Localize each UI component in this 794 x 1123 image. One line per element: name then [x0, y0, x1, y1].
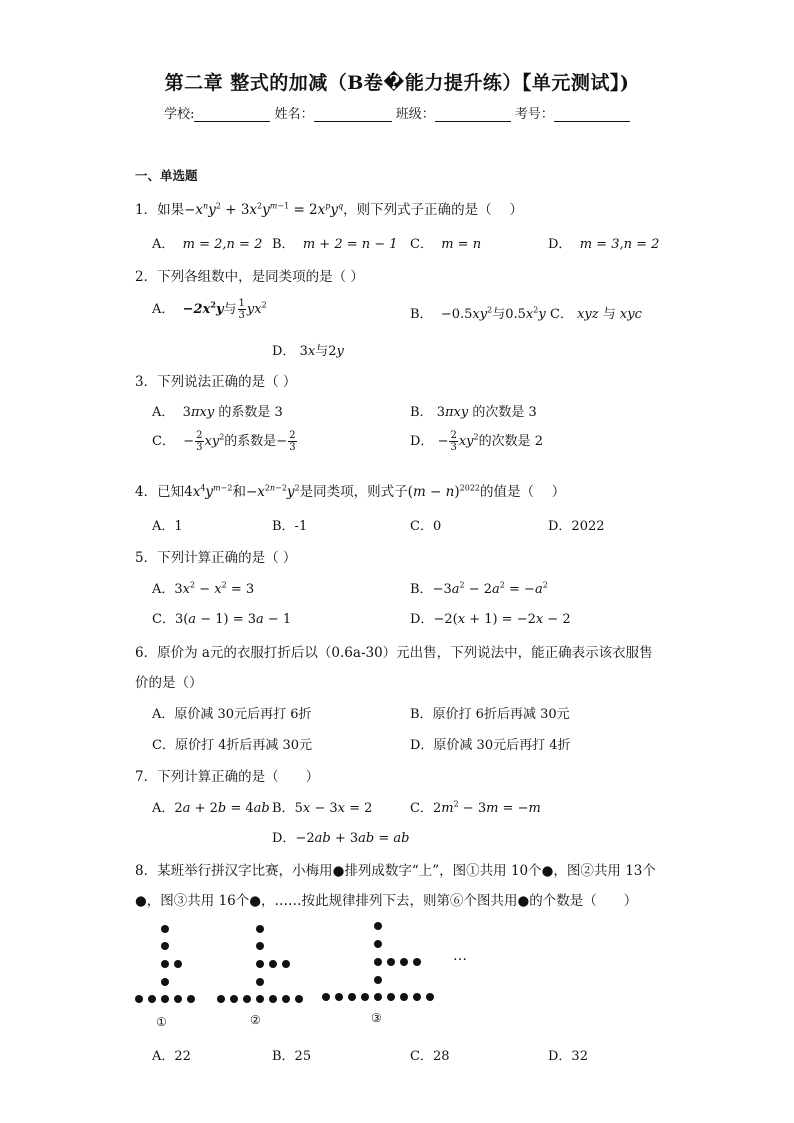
fig2-dot: [269, 960, 277, 968]
fig2-label: ②: [250, 1013, 261, 1027]
q4-stem-d: 的值是（ ）: [480, 484, 566, 500]
fig3-dot: [400, 958, 408, 966]
class-label: 班级：: [395, 107, 435, 122]
q2-and-a: 与: [223, 302, 237, 317]
number-blank[interactable]: [554, 107, 630, 122]
fig3-dot: [374, 993, 382, 1001]
q8-option-d[interactable]: D．32: [548, 1049, 588, 1064]
question-4-stem: 4．已知$4x^4y^{m-2}$和$-x^{2n-2}y^2$是同类项，则式子$(m - n)^{2022}$的值是（ ）: [135, 483, 566, 500]
q3-option-c-label: C．: [152, 434, 175, 449]
page-title: 第二章 整式的加减（B卷�能力提升练）【单元测试】): [164, 72, 630, 94]
fig2-dot: [256, 942, 264, 950]
question-3-stem: 3．下列说法正确的是（ ）: [135, 374, 297, 390]
q4-option-a[interactable]: A．1: [152, 519, 183, 534]
q1-option-a-label: A．: [152, 237, 175, 252]
q3-option-d-text: 的次数是 2: [478, 434, 544, 449]
q4-option-d[interactable]: D．2022: [548, 519, 605, 534]
q5-option-b-label: B．: [410, 582, 433, 597]
q7-option-c[interactable]: C．$2m^2 - 3m = -m$: [410, 799, 541, 816]
q3-option-c[interactable]: C． − $\frac{2}{3}$ $xy^2$的系数是− $\frac{2}{3}$: [152, 430, 296, 453]
fig1-dot: [148, 995, 156, 1003]
fig1-dot: [161, 925, 169, 933]
q1-stem-a: 1．如果: [135, 202, 185, 218]
q1-equation: $-x^ny^2 + 3x^2y^{m-1} = 2x^py^q$: [184, 201, 344, 218]
q3-option-a[interactable]: A． 3πxy 的系数是 3: [152, 405, 283, 420]
q1-option-d-label: D．: [548, 237, 572, 252]
q2-and-d: 与: [315, 344, 329, 359]
q1-option-c[interactable]: [410, 233, 481, 252]
fig3-dot: [374, 976, 382, 984]
fig3-dot: [361, 993, 369, 1001]
q8-option-b[interactable]: B．25: [272, 1049, 312, 1064]
q6-option-b[interactable]: B．原价打 6折后再减 30元: [410, 707, 570, 722]
q3-option-a-text: 的系数是 3: [218, 405, 283, 420]
fig2-dot: [256, 960, 264, 968]
q1-option-a-text: m = 2,n = 2: [182, 237, 263, 252]
fig1-dot: [161, 960, 169, 968]
name-blank[interactable]: [314, 107, 392, 122]
fig2-dot: [256, 925, 264, 933]
q6-option-a[interactable]: A．原价减 30元后再打 6折: [152, 707, 312, 722]
q2-option-a-label: A．: [152, 302, 175, 317]
fig3-dot: [413, 993, 421, 1001]
q4-option-b[interactable]: B．-1: [272, 519, 308, 534]
section-title: 一、单选题: [135, 168, 198, 183]
q5-option-c-label: C．: [152, 612, 175, 627]
q2-option-b[interactable]: B． $-0.5xy^2$与$0.5x^2y$: [410, 305, 546, 322]
q2-option-c-label: C．: [550, 307, 573, 322]
fig3-dot: [322, 993, 330, 1001]
fig3-dot: [348, 993, 356, 1001]
q7-option-b[interactable]: B．5x − 3x = 2: [272, 801, 373, 816]
q2-option-a[interactable]: A． $-2x^2y$与 $\frac{1}{3}$ $yx^2$: [152, 298, 267, 321]
fig2-dot: [269, 995, 277, 1003]
q7-option-d-label: D．: [272, 831, 296, 846]
q3-option-a-label: A．: [152, 405, 175, 420]
q1-option-b-text: m + 2 = n − 1: [302, 237, 398, 252]
q3-option-c-text: 的系数是: [224, 434, 277, 449]
fig1-dot: [174, 960, 182, 968]
question-8-stem-line1: 8．某班举行拼汉字比赛，小梅用●排列成数字“上”，图①共用 10个●，图②共用 13个: [135, 863, 656, 879]
q1-option-c-label: C．: [410, 237, 433, 252]
q8-option-a[interactable]: A．22: [152, 1049, 191, 1064]
q3-option-d-label: D．: [410, 434, 434, 449]
q2-and-b: 与: [492, 307, 506, 322]
q2-and-c: 与: [602, 307, 616, 322]
q3-option-b[interactable]: B． 3πxy 的次数是 3: [410, 405, 537, 420]
q5-option-b[interactable]: B．$-3a^2 - 2a^2 = -a^2$: [410, 580, 548, 597]
fig-ellipsis: …: [453, 948, 467, 964]
fig1-label: ①: [156, 1015, 167, 1029]
q3-option-d[interactable]: D． − $\frac{2}{3}$ $xy^2$的次数是 2: [410, 430, 544, 453]
q5-option-a[interactable]: A．$3x^2 - x^2 = 3$: [152, 580, 255, 597]
fig2-dot: [282, 995, 290, 1003]
fig2-dot: [256, 978, 264, 986]
question-5-stem: 5．下列计算正确的是（ ）: [135, 550, 297, 566]
fig3-dot: [400, 993, 408, 1001]
q4-option-c[interactable]: C．0: [410, 519, 442, 534]
fig1-dot: [161, 995, 169, 1003]
fig2-dot: [282, 960, 290, 968]
q4-stem-b: 和: [232, 484, 246, 500]
q3-option-b-text: 的次数是 3: [472, 405, 537, 420]
question-7-stem: 7．下列计算正确的是（ ）: [135, 769, 320, 785]
fig3-dot: [374, 958, 382, 966]
q2-option-d[interactable]: D． 3x与2y: [272, 344, 344, 359]
q1-stem-b: ，则下列式子正确的是（ ）: [343, 202, 523, 218]
question-8-stem-line2: ●，图③共用 16个●，……按此规律排列下去，则第⑥个图共用●的个数是（ ）: [135, 893, 638, 909]
q7-option-c-label: C．: [410, 801, 433, 816]
fig3-dot: [413, 958, 421, 966]
fig2-dot: [256, 995, 264, 1003]
fig3-dot: [387, 993, 395, 1001]
fig1-dot: [187, 995, 195, 1003]
q1-option-d-text: m = 3,n = 2: [579, 237, 660, 252]
question-2-stem: 2．下列各组数中，是同类项的是（ ）: [135, 269, 364, 285]
question-1-stem: [135, 198, 523, 218]
q2-option-c[interactable]: C． xyz 与 xyc: [550, 307, 642, 322]
fig3-dot: [426, 993, 434, 1001]
q5-option-d-label: D．: [410, 612, 434, 627]
fig1-dot: [161, 942, 169, 950]
q7-option-b-label: B．: [272, 801, 295, 816]
q7-option-a-label: A．: [152, 801, 175, 816]
question-6-stem-line1: 6．原价为 a元的衣服打折后以（0.6a-30）元出售，下列说法中，能正确表示该衣服售: [135, 645, 653, 661]
fig2-dot: [217, 995, 225, 1003]
q4-stem-a: 4．已知: [135, 484, 185, 500]
fig3-dot: [387, 958, 395, 966]
number-label: 考号：: [514, 107, 554, 122]
fig3-label: ③: [371, 1011, 382, 1025]
q1-option-a[interactable]: [152, 233, 262, 252]
q5-option-a-label: A．: [152, 582, 175, 597]
q8-option-c[interactable]: C．28: [410, 1049, 450, 1064]
fig3-dot: [374, 940, 382, 948]
school-label: 学校:: [164, 107, 195, 122]
q3-option-b-label: B．: [410, 405, 433, 420]
fig1-dot: [135, 995, 143, 1003]
fig2-dot: [230, 995, 238, 1003]
q7-option-a[interactable]: A．2a + 2b = 4ab: [152, 801, 270, 816]
q1-option-d[interactable]: [548, 233, 659, 252]
fig3-dot: [374, 922, 382, 930]
q7-option-d[interactable]: D．−2ab + 3ab = ab: [272, 831, 410, 846]
question-6-stem-line2: 价的是（）: [135, 675, 203, 691]
school-blank[interactable]: [194, 107, 270, 122]
fig1-dot: [174, 995, 182, 1003]
fig3-dot: [335, 993, 343, 1001]
class-blank[interactable]: [435, 107, 511, 122]
fig1-dot: [161, 978, 169, 986]
q6-option-d[interactable]: D．原价减 30元后再打 4折: [410, 738, 571, 753]
student-info-line: [0, 103, 794, 122]
q5-option-d[interactable]: D．−2(x + 1) = −2x − 2: [410, 612, 571, 627]
q5-option-c[interactable]: C．3(a − 1) = 3a − 1: [152, 612, 292, 627]
q4-stem-c: 是同类项，则式子: [299, 484, 408, 500]
fig2-dot: [295, 995, 303, 1003]
name-label: 姓名：: [274, 107, 314, 122]
q1-option-c-text: m = n: [441, 237, 482, 252]
q6-option-c[interactable]: C．原价打 4折后再减 30元: [152, 738, 313, 753]
q2-option-b-label: B．: [410, 307, 433, 322]
q2-option-d-label: D．: [272, 344, 296, 359]
q1-option-b-label: B．: [272, 237, 295, 252]
q1-option-b[interactable]: [272, 233, 398, 252]
fig2-dot: [243, 995, 251, 1003]
